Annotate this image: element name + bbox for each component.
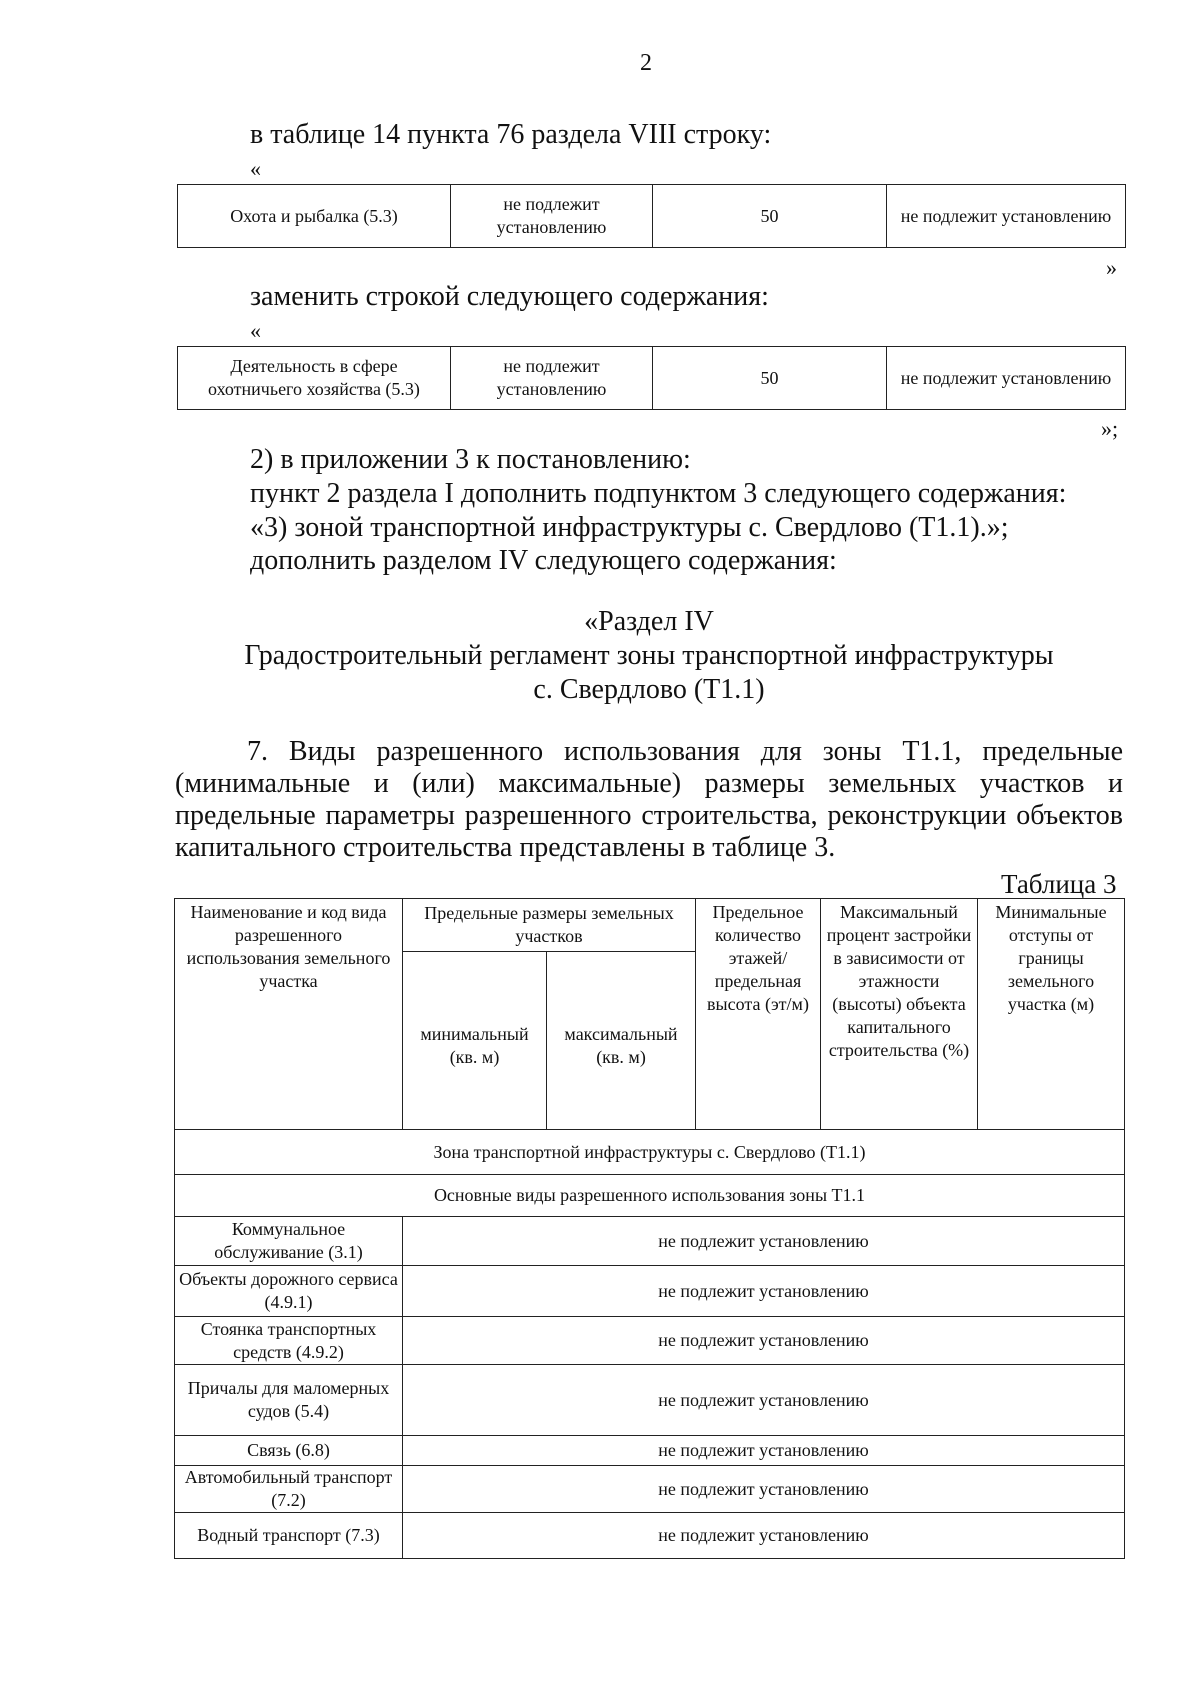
- cell-old-min: не подлежит установлению: [451, 185, 653, 248]
- row-name: Стоянка транспортных средств (4.9.2): [175, 1317, 403, 1365]
- table-row: [175, 1217, 1125, 1266]
- row-value: не подлежит установлению: [403, 1317, 1125, 1365]
- cell-new-value: 50: [653, 347, 887, 410]
- header-max: максимальный (кв. м): [547, 952, 696, 1130]
- table-row: [175, 1365, 1125, 1436]
- cell-old-setback: не подлежит установлению: [887, 185, 1126, 248]
- line-3: «3) зоной транспортной инфраструктуры с. Свердлово (Т1.1).»;: [250, 512, 1009, 543]
- row-name: Коммунальное обслуживание (3.1): [175, 1217, 403, 1266]
- paragraph-table14: в таблице 14 пункта 76 раздела VIII строку:: [250, 119, 772, 150]
- table3-caption: Таблица 3: [1001, 869, 1117, 899]
- row-name: Водный транспорт (7.3): [175, 1513, 403, 1559]
- table-row: [175, 1466, 1125, 1513]
- header-setback: Минимальные отступы от границы земельного участка (м): [978, 899, 1125, 1130]
- row-value: не подлежит установлению: [403, 1365, 1125, 1436]
- header-name: Наименование и код вида разрешенного использования земельного участка: [175, 899, 403, 1130]
- row-value: не подлежит установлению: [403, 1266, 1125, 1317]
- close-quote-2: »;: [1101, 416, 1119, 441]
- row-value: не подлежит установлению: [403, 1436, 1125, 1466]
- row-name: Причалы для маломерных судов (5.4): [175, 1365, 403, 1436]
- cell-old-name: Охота и рыбалка (5.3): [178, 185, 451, 248]
- line-1: 2) в приложении 3 к постановлению:: [250, 444, 691, 475]
- line-4: дополнить разделом IV следующего содержания:: [250, 545, 837, 576]
- table-row: [175, 1436, 1125, 1466]
- item-7-paragraph: 7. Виды разрешенного использования для зоны Т1.1, предельные (минимальные и (или) максимальные) размеры земельных участков и предельные параметры разрешенного строительства, реконструкции объектов капитального строительства представлены в таблице 3.: [175, 736, 1123, 863]
- close-quote-1: »: [1106, 255, 1117, 280]
- open-quote-1: «: [250, 156, 261, 181]
- header-floors: Предельное количество этажей/ предельная высота (эт/м): [696, 899, 821, 1130]
- cell-new-name: Деятельность в сфере охотничьего хозяйства (5.3): [178, 347, 451, 410]
- page-number: 2: [640, 50, 652, 76]
- table-3: [174, 898, 1125, 1559]
- open-quote-2: «: [250, 318, 261, 343]
- header-min: минимальный (кв. м): [403, 952, 547, 1130]
- cell-new-min: не подлежит установлению: [451, 347, 653, 410]
- zone-row: Зона транспортной инфраструктуры с. Свердлово (Т1.1): [175, 1130, 1125, 1175]
- row-value: не подлежит установлению: [403, 1513, 1125, 1559]
- table-new-row: [177, 346, 1126, 410]
- row-name: Объекты дорожного сервиса (4.9.1): [175, 1266, 403, 1317]
- section-title: «Раздел IV: [584, 606, 714, 637]
- section-subtitle-1: Градостроительный регламент зоны транспортной инфраструктуры: [244, 640, 1054, 671]
- row-name: Связь (6.8): [175, 1436, 403, 1466]
- line-2: пункт 2 раздела I дополнить подпунктом 3 следующего содержания:: [250, 478, 1067, 509]
- paragraph-replace: заменить строкой следующего содержания:: [250, 281, 769, 312]
- section-subtitle-2: с. Свердлово (Т1.1): [533, 674, 765, 705]
- header-sizes: Предельные размеры земельных участков: [403, 899, 696, 952]
- table-row: [175, 1513, 1125, 1559]
- table-row: [175, 1317, 1125, 1365]
- table-old-row: [177, 184, 1126, 248]
- cell-new-setback: не подлежит установлению: [887, 347, 1126, 410]
- table-row: [175, 1266, 1125, 1317]
- header-percent: Максимальный процент застройки в зависимости от этажности (высоты) объекта капитального строительства (%): [821, 899, 978, 1130]
- row-value: не подлежит установлению: [403, 1217, 1125, 1266]
- cell-old-value: 50: [653, 185, 887, 248]
- uses-row: Основные виды разрешенного использования зоны Т1.1: [175, 1175, 1125, 1217]
- row-name: Автомобильный транспорт (7.2): [175, 1466, 403, 1513]
- row-value: не подлежит установлению: [403, 1466, 1125, 1513]
